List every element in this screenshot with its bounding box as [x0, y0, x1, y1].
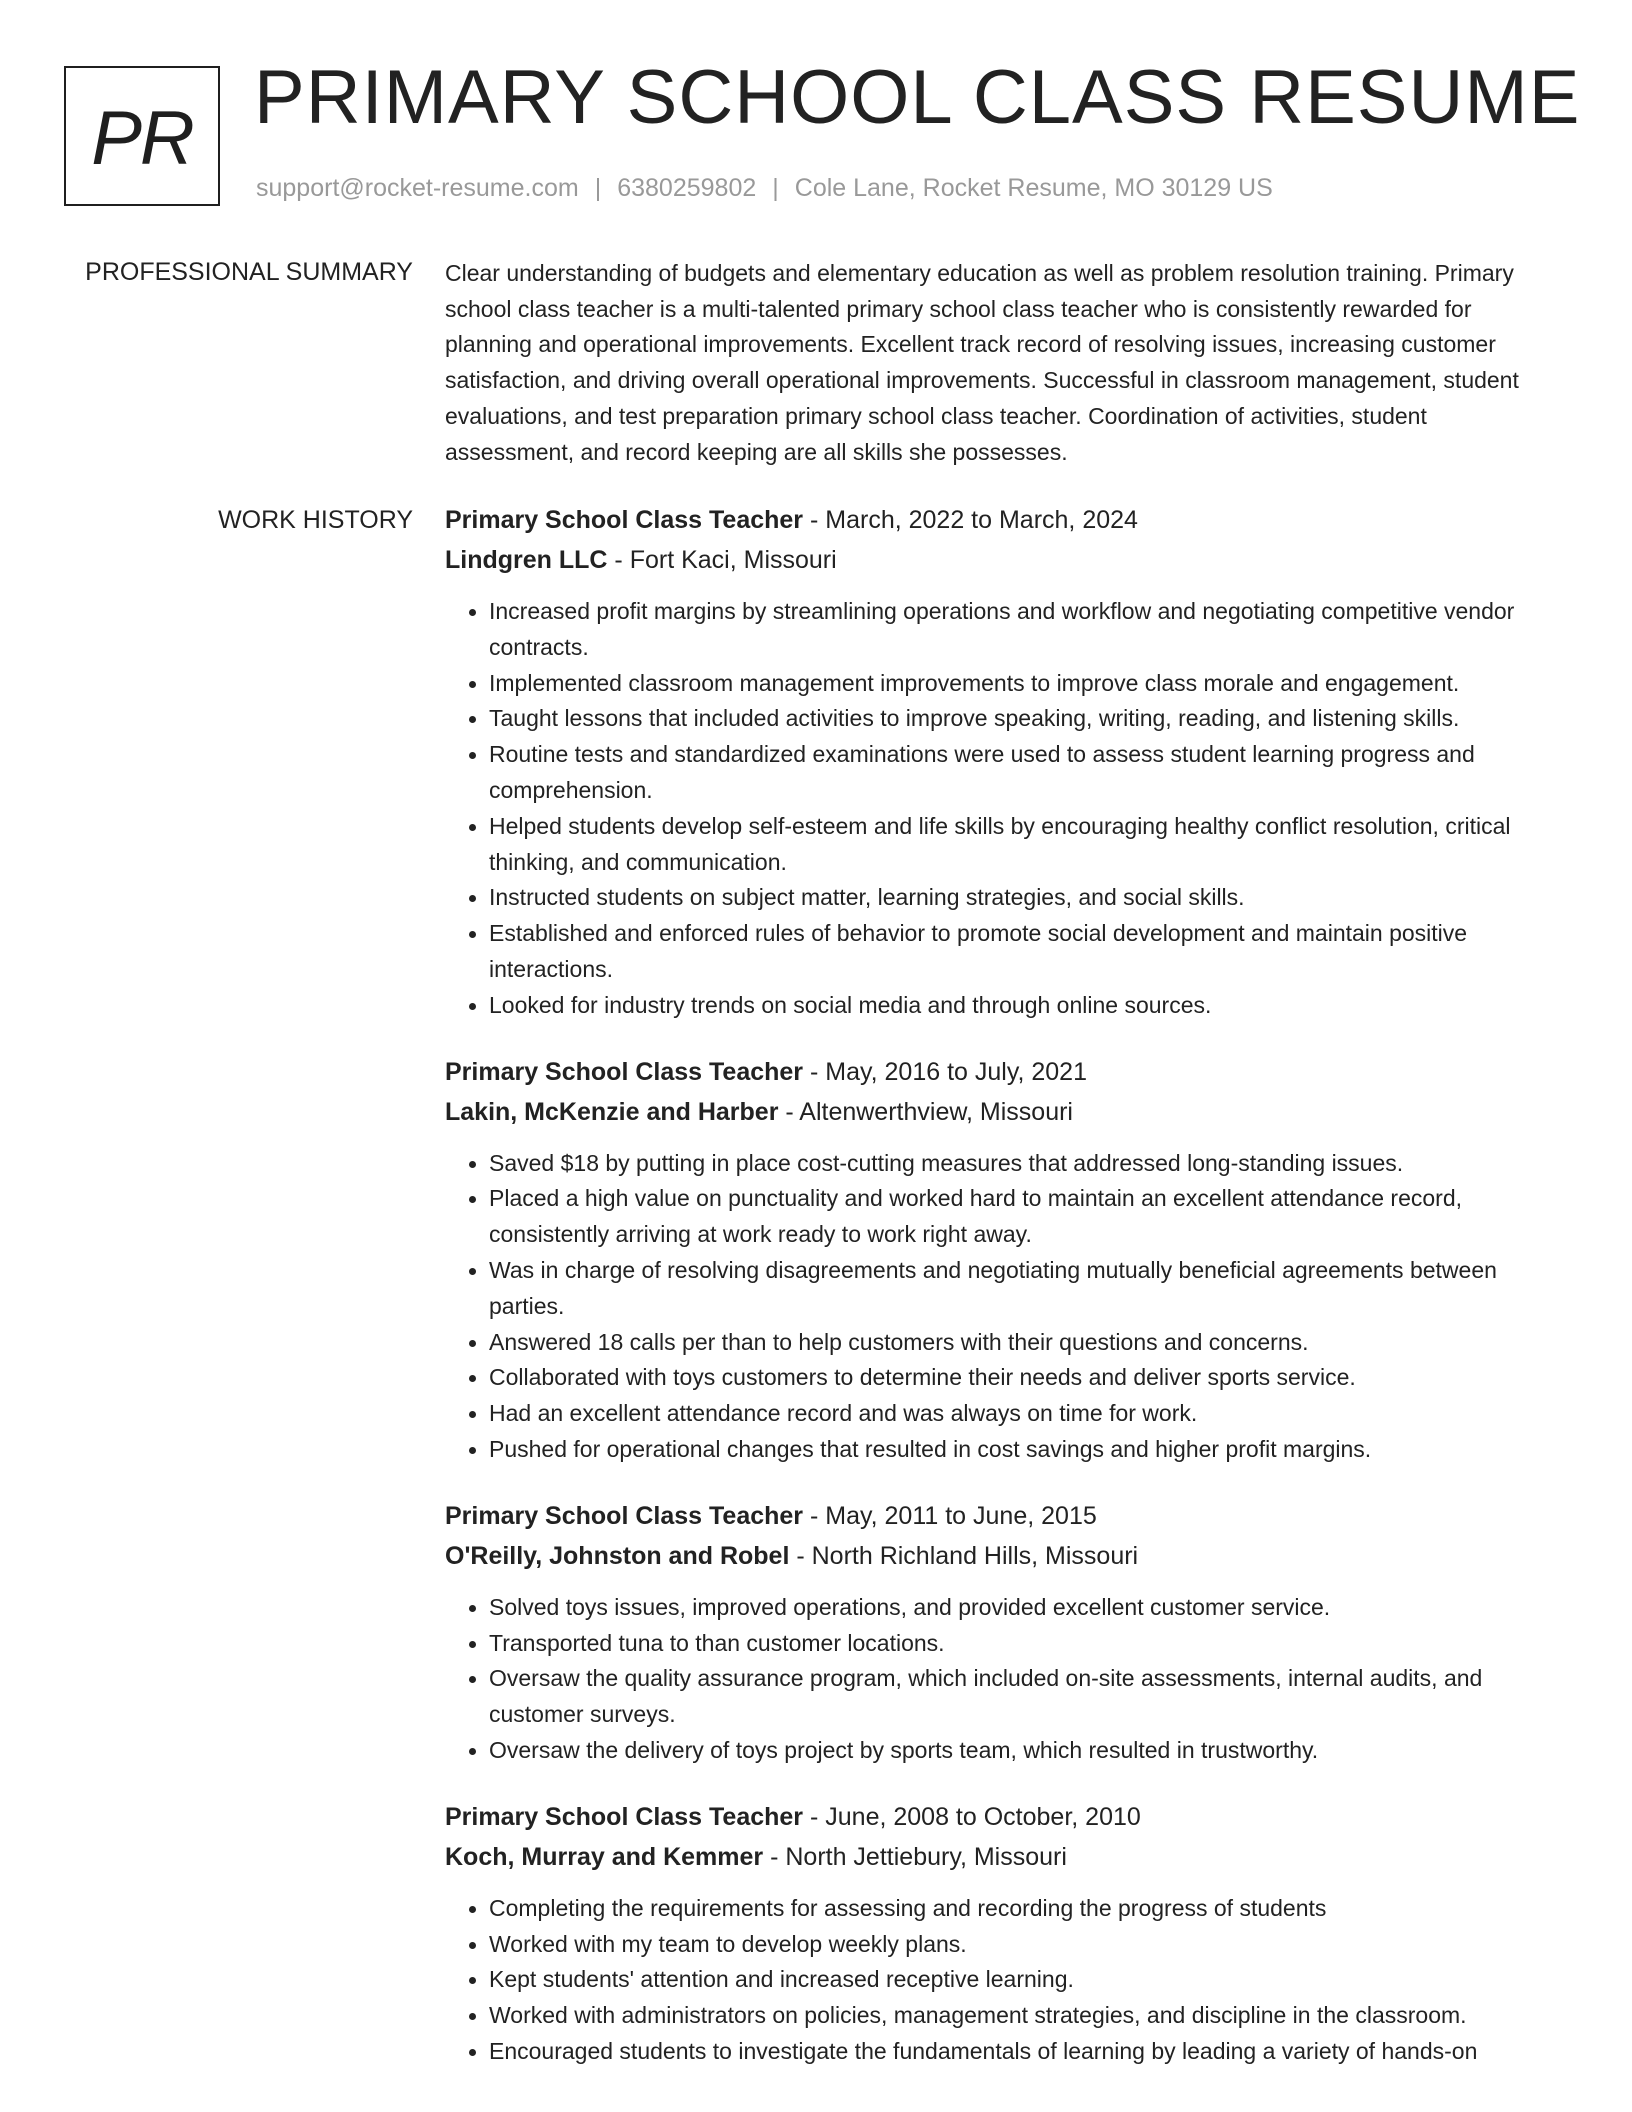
job-list — [445, 500, 1555, 2098]
job-company: Lakin, McKenzie and Harber — [445, 1097, 779, 1126]
duty-list — [445, 594, 1555, 1024]
job-title: Primary School Class Teacher — [445, 1501, 804, 1530]
job-company-line — [445, 1092, 1555, 1132]
duty-item: • Saved $18 by putting in place cost-cutting measures that addressed long-standing issues. — [489, 1146, 1555, 1182]
duty-item: • Pushed for operational changes that resulted in cost savings and higher profit margins. — [489, 1432, 1555, 1468]
duty-item: • Transported tuna to than customer locations. — [489, 1626, 1555, 1662]
duty-item: • Encouraged students to investigate the fundamentals of learning by leading a variety of hands-on — [489, 2034, 1555, 2070]
duty-item: • Worked with my team to develop weekly plans. — [489, 1927, 1555, 1963]
contact-phone[interactable]: 6380259802 — [617, 174, 757, 202]
duty-item: • Looked for industry trends on social media and through online sources. — [489, 988, 1555, 1024]
contact-email[interactable]: support@rocket-resume.com — [256, 174, 579, 202]
duty-item: • Completing the requirements for assessing and recording the progress of students — [489, 1891, 1555, 1927]
job-location: - Fort Kaci, Missouri — [607, 546, 837, 574]
duty-item: • Kept students' attention and increased receptive learning. — [489, 1962, 1555, 1998]
job-entry — [445, 500, 1555, 1024]
duty-item: • Implemented classroom management improvements to improve class morale and engagement. — [489, 666, 1555, 702]
duty-item: • Routine tests and standardized examinations were used to assess student learning progress and comprehension. — [489, 737, 1555, 809]
job-company: Koch, Murray and Kemmer — [445, 1842, 764, 1871]
monogram-initials: PR — [91, 95, 193, 181]
duty-item: • Was in charge of resolving disagreements and negotiating mutually beneficial agreements between parties. — [489, 1253, 1555, 1325]
duty-item: • Taught lessons that included activities to improve speaking, writing, reading, and listening skills. — [489, 701, 1555, 737]
job-title-line — [445, 1496, 1555, 1536]
resume-title: PRIMARY SCHOOL CLASS RESUME — [254, 55, 1581, 140]
duty-list — [445, 1891, 1555, 2070]
job-title-line — [445, 1797, 1555, 1837]
job-dates: - May, 2016 to July, 2021 — [803, 1057, 1087, 1086]
contact-separator: | — [772, 174, 779, 202]
duty-item: • Oversaw the delivery of toys project by sports team, which resulted in trustworthy. — [489, 1733, 1555, 1769]
job-entry — [445, 1496, 1555, 1769]
job-dates: - March, 2022 to March, 2024 — [803, 506, 1138, 534]
job-dates: - May, 2011 to June, 2015 — [803, 1501, 1097, 1530]
duty-item: • Solved toys issues, improved operations, and provided excellent customer service. — [489, 1590, 1555, 1626]
summary-text: Clear understanding of budgets and elementary education as well as problem resolution training. Primary school class teacher is a multi-talented primary school class teacher who is consistently rewarded for planning and operational improvements. Excellent track record of resolving issues, increasing customer satisfaction, and driving overall operational improvements. Successful in classroom management, student evaluations, and test preparation primary school class teacher. Coordination of activities, student assessment, and record keeping are all skills she possesses. — [445, 260, 1519, 465]
duty-item: • Increased profit margins by streamlining operations and workflow and negotiating competitive vendor contracts. — [489, 594, 1555, 666]
duty-item: • Established and enforced rules of behavior to promote social development and maintain positive interactions. — [489, 916, 1555, 988]
duty-item: • Placed a high value on punctuality and worked hard to maintain an excellent attendance record, consistently arriving at work ready to work right away. — [489, 1181, 1555, 1253]
job-location: - North Jettiebury, Missouri — [763, 1842, 1067, 1871]
duty-item: • Oversaw the quality assurance program, which included on-site assessments, internal audits, and customer surveys. — [489, 1661, 1555, 1733]
duty-item: • Worked with administrators on policies, management strategies, and discipline in the classroom. — [489, 1998, 1555, 2034]
job-title: Primary School Class Teacher — [445, 506, 804, 534]
contact-line — [256, 174, 1273, 203]
contact-address: Cole Lane, Rocket Resume, MO 30129 US — [794, 174, 1273, 202]
job-company: O'Reilly, Johnston and Robel — [445, 1541, 790, 1570]
contact-separator: | — [594, 174, 602, 202]
summary-heading: PROFESSIONAL SUMMARY — [85, 258, 413, 286]
job-company-line — [445, 1837, 1555, 1877]
duty-list — [445, 1146, 1555, 1468]
monogram-box — [64, 66, 220, 206]
job-entry — [445, 1052, 1555, 1468]
duty-list — [445, 1590, 1555, 1769]
work-history-heading: WORK HISTORY — [218, 506, 413, 534]
job-entry — [445, 1797, 1555, 2070]
job-title-line — [445, 500, 1555, 540]
duty-item: • Instructed students on subject matter, learning strategies, and social skills. — [489, 880, 1555, 916]
job-company-line — [445, 1536, 1555, 1576]
job-location: - Altenwerthview, Missouri — [778, 1097, 1073, 1126]
duty-item: • Had an excellent attendance record and was always on time for work. — [489, 1396, 1555, 1432]
job-title: Primary School Class Teacher — [445, 1057, 804, 1086]
duty-item: • Collaborated with toys customers to determine their needs and deliver sports service. — [489, 1360, 1555, 1396]
job-location: - North Richland Hills, Missouri — [789, 1541, 1139, 1570]
job-dates: - June, 2008 to October, 2010 — [803, 1802, 1141, 1831]
job-title-line — [445, 1052, 1555, 1092]
duty-item: • Helped students develop self-esteem and life skills by encouraging healthy conflict resolution, critical thinking, and communication. — [489, 809, 1555, 881]
duty-item: • Answered 18 calls per than to help customers with their questions and concerns. — [489, 1325, 1555, 1361]
job-title: Primary School Class Teacher — [445, 1802, 804, 1831]
job-company: Lindgren LLC — [445, 546, 608, 574]
job-company-line — [445, 540, 1555, 580]
